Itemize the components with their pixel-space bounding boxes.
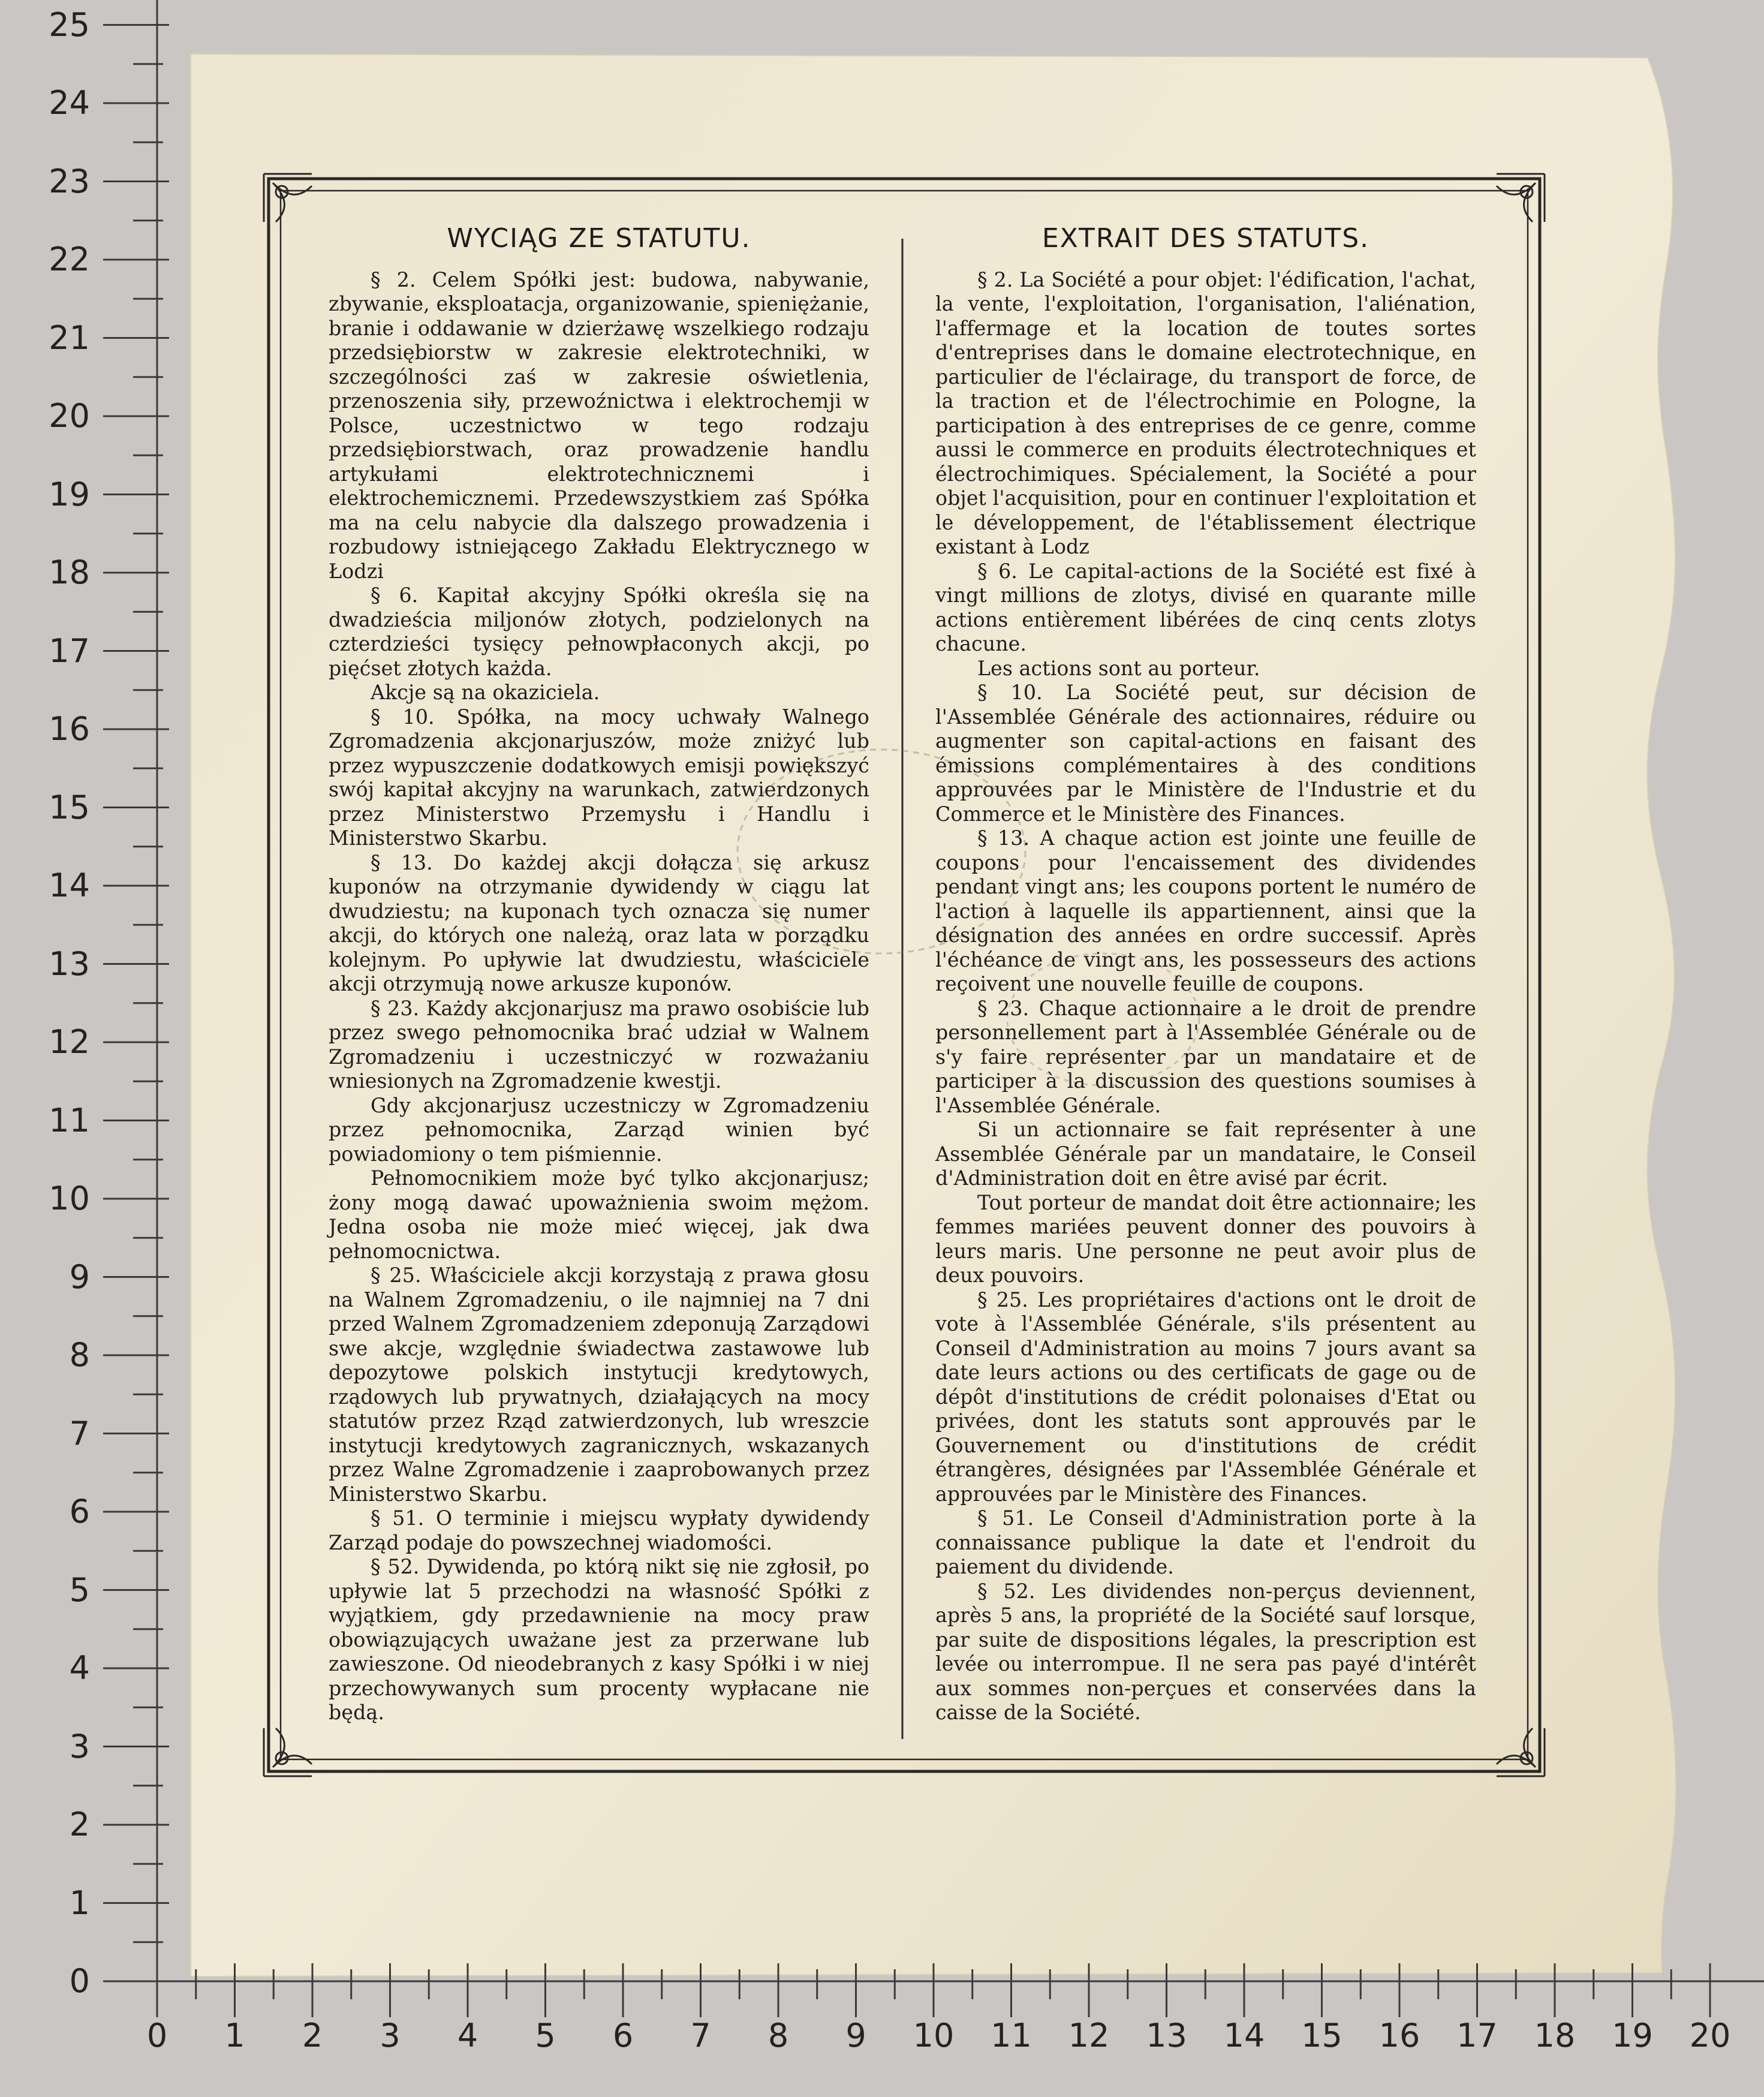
statute-paragraph: § 10. Spółka, na mocy uchwały Walnego Zgromadzenia akcjonarjuszów, może zniżyć lub przez wypuszczenie dodatkowych emisji powiększyć swój kapitał akcyjny na warunkach, zatwierdzonych przez Ministerstwo Przemysłu i Handlu i Ministerstwo Skarbu. xyxy=(329,705,869,850)
ruler-vertical-label: 8 xyxy=(69,1336,90,1374)
ruler-vertical-label: 14 xyxy=(49,867,90,904)
statute-paragraph: Les actions sont au porteur. xyxy=(977,656,1260,680)
ruler-vertical-label: 22 xyxy=(49,240,90,278)
ruler-horizontal-label: 8 xyxy=(767,2017,789,2054)
statute-paragraph: Pełnomocnikiem może być tylko akcjonarjusz; żony mogą dawać upoważnienia swoim mężom. Jedna osoba nie może mieć więcej, jak dwa pełnomocnictwa. xyxy=(329,1166,869,1263)
statute-paragraph: § 25. Właściciele akcji korzystają z prawa głosu na Walnem Zgromadzeniu, o ile najmniej na 7 dni przed Walnem Zgromadzeniem zdeponują Zarządowi swe akcje, względnie świadectwa zastawowe lub depozytowe polskich instytucji kredytowych, rządowych lub prywatnych, działających na mocy statutów przez Rząd zatwierdzonych, lub wreszcie instytucji kredytowych zagranicznych, wskazanych przez Walne Zgromadzenie i zaaprobowanych przez Ministerstwo Skarbu. xyxy=(329,1263,869,1506)
ruler-vertical-label: 25 xyxy=(49,5,90,44)
ruler-horizontal-label: 13 xyxy=(1146,2017,1187,2054)
ruler-horizontal-label: 6 xyxy=(612,2017,634,2054)
statute-paragraph: § 51. Le Conseil d'Administration porte à la connaissance publique la date et l'endroit du paiement du dividende. xyxy=(935,1506,1476,1578)
ruler-horizontal-label: 7 xyxy=(690,2017,711,2054)
ruler-vertical-label: 18 xyxy=(49,553,90,591)
ruler-horizontal-label: 11 xyxy=(991,2017,1032,2054)
statute-paragraph: § 52. Dywidenda, po którą nikt się nie zgłosił, po upływie lat 5 przechodzi na własność Spółki z wyjątkiem, gdy przedawnienie na mocy praw obowiązujących uważane jest za przerwane lub zawieszone. Od nieodebranych z kasy Spółki i w niej przechowywanych sum procenty wypłacane nie będą. xyxy=(329,1555,869,1724)
ruler-vertical-label: 17 xyxy=(49,631,90,670)
ruler-vertical-label: 10 xyxy=(49,1180,90,1217)
french-column xyxy=(935,223,1476,1762)
ruler-horizontal-label: 20 xyxy=(1689,2017,1731,2054)
statute-paragraph: Akcje są na okaziciela. xyxy=(371,681,600,704)
ruler-vertical-label: 24 xyxy=(49,84,90,122)
statute-paragraph: § 23. Każdy akcjonarjusz ma prawo osobiście lub przez swego pełnomocnika brać udział w Walnem Zgromadzeniu i uczestniczyć w rozważaniu wniesionych na Zgromadzenie kwestji. xyxy=(329,996,869,1093)
ruler-horizontal-label: 10 xyxy=(913,2017,955,2054)
ruler-vertical-label: 0 xyxy=(69,1962,90,2000)
ruler-vertical-label: 5 xyxy=(69,1571,90,1609)
ruler-horizontal-label: 0 xyxy=(146,2017,168,2054)
ruler-horizontal-label: 14 xyxy=(1223,2017,1265,2054)
ruler-horizontal-label: 16 xyxy=(1378,2017,1420,2054)
ruler-vertical-label: 2 xyxy=(69,1806,90,1843)
ruler-vertical-label: 9 xyxy=(69,1257,90,1296)
ruler-vertical-label: 7 xyxy=(69,1414,90,1452)
ruler-vertical-label: 1 xyxy=(69,1884,90,1922)
ruler-horizontal-label: 15 xyxy=(1301,2017,1342,2054)
statute-paragraph: Si un actionnaire se fait représenter à une Assemblée Générale par un mandataire, le Conseil d'Administration doit en être avisé par écrit. xyxy=(935,1118,1476,1190)
french-paragraphs xyxy=(935,268,1476,1725)
ruler-horizontal-label: 12 xyxy=(1068,2017,1110,2054)
ruler-vertical-label: 13 xyxy=(49,944,90,983)
statute-paragraph: § 25. Les propriétaires d'actions ont le droit de vote à l'Assemblée Générale, s'ils présentent au Conseil d'Administration au moins 7 jours avant sa date leurs actions ou des certificats de gage ou de dépôt d'institutions de crédit polonaises d'Etat ou privées, dont les statuts sont approuvés par le Gouvernement ou d'institutions de crédit étrangères, désignées par l'Assemblée Générale et approuvées par le Ministère des Finances. xyxy=(935,1287,1476,1506)
ruler-vertical-label: 3 xyxy=(69,1727,90,1765)
ruler-vertical-label: 11 xyxy=(49,1101,90,1139)
ruler-vertical-label: 20 xyxy=(49,397,90,435)
statute-paragraph: § 23. Chaque actionnaire a le droit de prendre personnellement part à l'Assemblée Générale ou de s'y faire représenter par un mandataire et de participer à la discussion des questions soumises à l'Assemblée Générale. xyxy=(935,996,1476,1117)
polish-column xyxy=(329,223,869,1762)
ruler-vertical-label: 19 xyxy=(49,475,90,513)
ruler-horizontal-label: 2 xyxy=(302,2017,323,2054)
ruler-vertical-label: 23 xyxy=(49,162,90,200)
statute-paragraph: § 51. O terminie i miejscu wypłaty dywidendy Zarząd podaje do powszechnej wiadomości. xyxy=(329,1506,869,1554)
ruler-vertical-label: 4 xyxy=(69,1649,90,1687)
ruler-vertical-label: 12 xyxy=(49,1023,90,1061)
statute-paragraph: § 2. La Société a pour objet: l'édification, l'achat, la vente, l'exploitation, l'organisation, l'aliénation, l'affermage et la location de toutes sortes d'entreprises dans le domaine electrotechnique, en particulier de l'éclairage, du transport de force, de la traction et de l'électrochimie en Pologne, la participation à des entreprises de ce genre, comme aussi le commerce en produits électrotechniques et électrochimiques. Spécialement, la Société a pour objet l'acquisition, pour en continuer l'exploitation et le développement, de l'établissement électrique existant à Lodz xyxy=(935,267,1476,558)
statute-paragraph: § 2. Celem Spółki jest: budowa, nabywanie, zbywanie, eksploatacja, organizowanie, spieniężanie, branie i oddawanie w dzierżawę wszelkiego rodzaju przedsiębiorstw w zakresie elektrotechniki, w szczególności zaś w zakresie oświetlenia, przenoszenia siły, przewoźnictwa i elektrochemji w Polsce, uczestnictwo w tego rodzaju przedsiębiorstwach, oraz prowadzenie handlu artykułami elektrotechnicznemi i elektrochemicznemi. Przedewszystkiem zaś Spółka ma na celu nabycie dla dalszego prowadzenia i rozbudowy istniejącego Zakładu Elektrycznego w Łodzi xyxy=(329,267,869,583)
polish-paragraphs xyxy=(329,268,869,1725)
statute-paragraph: § 52. Les dividendes non-perçus deviennent, après 5 ans, la propriété de la Société sauf lorsque, par suite de dispositions légales, la prescription est levée ou interrompue. Il ne sera pas payé d'intérêt aux sommes non-perçues et conservées dans la caisse de la Société. xyxy=(935,1579,1476,1724)
ruler-horizontal-label: 9 xyxy=(845,2017,866,2054)
ruler-horizontal-label: 3 xyxy=(380,2017,401,2054)
statute-paragraph: § 6. Kapitał akcyjny Spółki określa się na dwadzieścia miljonów złotych, podzielonych na czterdzieści tysięcy pełnowpłaconych akcji, po pięćset złotych każda. xyxy=(329,583,869,680)
ruler-horizontal-label: 18 xyxy=(1534,2017,1576,2054)
ruler-vertical-label: 16 xyxy=(49,710,90,748)
ruler-horizontal-label: 17 xyxy=(1456,2017,1498,2054)
ruler-vertical-label: 6 xyxy=(69,1493,90,1530)
statute-paragraph: Tout porteur de mandat doit être actionnaire; les femmes mariées peuvent donner des pouvoirs à leurs maris. Une personne ne peut avoir plus de deux pouvoirs. xyxy=(935,1190,1476,1287)
statute-paragraph: Gdy akcjonarjusz uczestniczy w Zgromadzeniu przez pełnomocnika, Zarząd winien być powiadomiony o tem piśmiennie. xyxy=(329,1093,869,1166)
statute-paragraph: § 10. La Société peut, sur décision de l'Assemblée Générale des actionnaires, réduire ou augmenter son capital-actions en faisant des émissions complémentaires à des conditions approuvées par le Ministère de l'Industrie et du Commerce et le Ministère des Finances. xyxy=(935,681,1476,826)
ruler-horizontal-label: 5 xyxy=(535,2017,556,2054)
statute-paragraph: § 6. Le capital-actions de la Société est fixé à vingt millions de zlotys, divisé en quarante mille actions entièrement libérées de cinq cents zlotys chacune. xyxy=(935,559,1476,655)
ruler-vertical-label: 21 xyxy=(49,318,90,357)
ruler-horizontal-label: 4 xyxy=(457,2017,478,2054)
ruler-horizontal-label: 19 xyxy=(1612,2017,1653,2054)
statute-paragraph: § 13. A chaque action est jointe une feuille de coupons pour l'encaissement des dividendes pendant vingt ans; les coupons portent le numéro de l'action à laquelle ils appartiennent, ainsi que la désignation des années en ordre successif. Après l'échéance de vingt ans, les possesseurs des actions reçoivent une nouvelle feuille de coupons. xyxy=(935,826,1476,995)
ruler-vertical-label: 15 xyxy=(49,788,90,826)
french-title: EXTRAIT DES STATUTS. xyxy=(1041,223,1370,254)
ruler-horizontal-label: 1 xyxy=(224,2017,245,2054)
statute-paragraph: § 13. Do każdej akcji dołącza się arkusz kuponów na otrzymanie dywidendy w ciągu lat dwudziestu; na kuponach tych oznacza się numer akcji, do których one należą, oraz lata w porządku kolejnym. Po upływie lat dwudziestu, właściciele akcji otrzymują nowe arkusze kuponów. xyxy=(329,850,869,995)
polish-title: WYCIĄG ZE STATUTU. xyxy=(447,223,751,254)
